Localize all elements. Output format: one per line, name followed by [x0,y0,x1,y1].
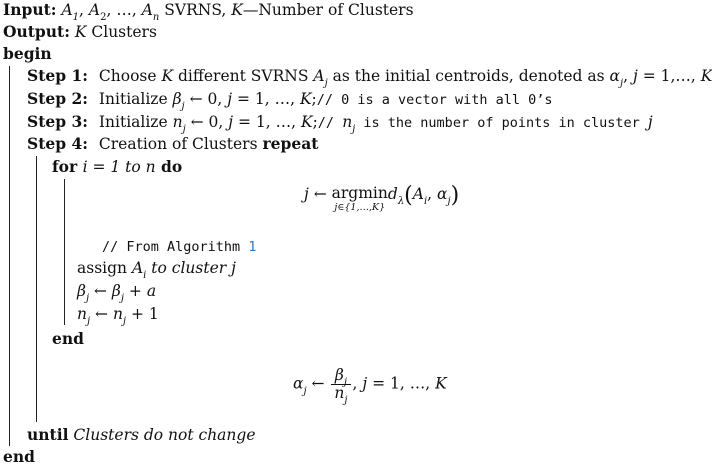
var: n [77,305,87,323]
var: n [342,113,353,131]
var: β [77,282,86,300]
beta-update [77,281,157,305]
input-line [3,0,414,24]
subscript: j [86,316,91,328]
var: j [632,67,638,85]
for-line [52,157,182,177]
var: K [300,113,313,131]
input-label: Input: [3,0,57,19]
var: α [293,374,304,393]
subscript: 2 [100,12,107,24]
subscript: j [343,377,347,389]
var: K [435,374,447,393]
var: A [131,259,144,277]
repeat-block-rule [36,156,37,422]
var: β [172,90,182,108]
var: K [161,67,174,85]
algorithm-ref-link[interactable]: 1 [248,239,257,255]
step-text: Initialize [98,113,173,131]
var: α [437,185,448,203]
subscript: λ [397,196,405,208]
var: K [700,67,712,85]
var: j [227,90,233,108]
end-for-keyword: end [52,329,84,348]
step-text: Creation of Clusters [98,135,263,153]
var: j [304,185,309,203]
subscript: j [303,385,307,397]
var: n [334,384,345,402]
separator: , [352,374,363,393]
var: j [228,113,234,131]
subscript: j [344,395,348,407]
paren: ( [404,183,413,208]
subscript: j [447,196,451,208]
input-var: A [61,1,73,19]
comma: , [427,185,438,203]
var: j [362,374,368,393]
step-text: = 1,…, [637,67,701,85]
input-var: A [141,1,153,19]
subscript: j [182,124,186,136]
code-comment: // From Algorithm [102,239,249,255]
subscript: j [181,101,185,113]
numerator [331,366,350,389]
var: n [112,305,123,323]
separator: , [79,1,89,19]
for-condition: i = 1 to n [82,158,156,176]
begin-block-rule [9,66,10,446]
step-2 [27,89,553,113]
end-keyword: end [3,447,35,466]
fraction [331,366,350,407]
argmin-operator [332,184,388,213]
assign-text: assign [77,259,132,277]
var: β [111,282,121,300]
var: a [146,282,157,300]
var: d [387,185,398,203]
step-text: ← 0, [184,90,228,108]
code-comment: is the number of points in cluster [355,115,648,131]
subscript: j [120,293,124,305]
argmin-text: argmin [331,184,388,202]
step-label: Step 1: [27,66,88,85]
arrow: ← [306,374,330,393]
range-text: = 1, …, [367,374,436,393]
step-text: Choose [98,67,162,85]
subscript: j [620,78,624,90]
subscript: j [324,78,328,90]
var: j [647,113,653,131]
step-text: , [623,67,633,85]
arrow: ← [308,185,332,203]
var: β [334,366,344,384]
until-condition: Clusters do not change [68,426,256,444]
for-block-rule [64,179,65,325]
arrow: ← [89,282,112,300]
step-label: Step 4: [27,134,88,153]
centroid-equation [293,366,447,407]
var: K [299,90,312,108]
step-text: ; [311,90,317,108]
subscript: j [122,316,127,328]
for-keyword: for [52,157,83,176]
output-var: K [74,23,87,41]
argmin-subscript: j∈{1,…,K} [334,202,386,213]
step-3 [27,112,653,136]
algorithm-comment [102,236,256,257]
begin-keyword: begin [3,44,52,63]
input-text: SVRNS, [159,1,232,19]
output-text: Clusters [86,23,157,41]
input-var: A [88,1,101,19]
until-line [27,425,256,445]
var: A [313,67,325,85]
step-text: Initialize [98,90,173,108]
arrow: ← [90,305,113,323]
ellipsis: , …, [106,1,142,19]
step-1 [27,66,712,90]
subscript: j [85,293,90,305]
subscript: n [152,12,160,24]
code-comment: // [317,115,343,131]
step-label: Step 3: [27,112,88,131]
argmin-equation [304,184,459,213]
subscript: j [352,124,356,136]
do-keyword: do [155,157,183,176]
step-text: as the initial centroids, denoted as [327,67,610,85]
until-keyword: until [27,425,69,444]
step-text: different SVRNS [173,67,314,85]
operator: + 1 [126,305,159,323]
subscript: 1 [72,12,80,24]
paren: ) [450,183,460,208]
step-text: ← 0, [185,113,229,131]
subscript: i [423,196,428,208]
input-text: —Number of Clusters [242,1,414,19]
input-var: K [231,1,243,19]
var: A [412,185,424,203]
assign-tail: to cluster j [146,259,236,277]
repeat-keyword: repeat [262,134,319,153]
subscript: i [143,270,147,282]
step-4 [27,134,318,154]
output-label: Output: [3,22,70,41]
operator: + [124,282,147,300]
step-label: Step 2: [27,89,88,108]
n-update [77,304,159,328]
step-text: = 1, …, [233,113,301,131]
denominator [331,384,350,407]
step-text: = 1, …, [232,90,300,108]
var: n [172,113,183,131]
output-line [3,22,157,42]
var: α [609,67,621,85]
step-text: ; [312,113,318,131]
assign-line [77,258,236,282]
code-comment: // 0 is a vector with all 0’s [316,92,553,108]
